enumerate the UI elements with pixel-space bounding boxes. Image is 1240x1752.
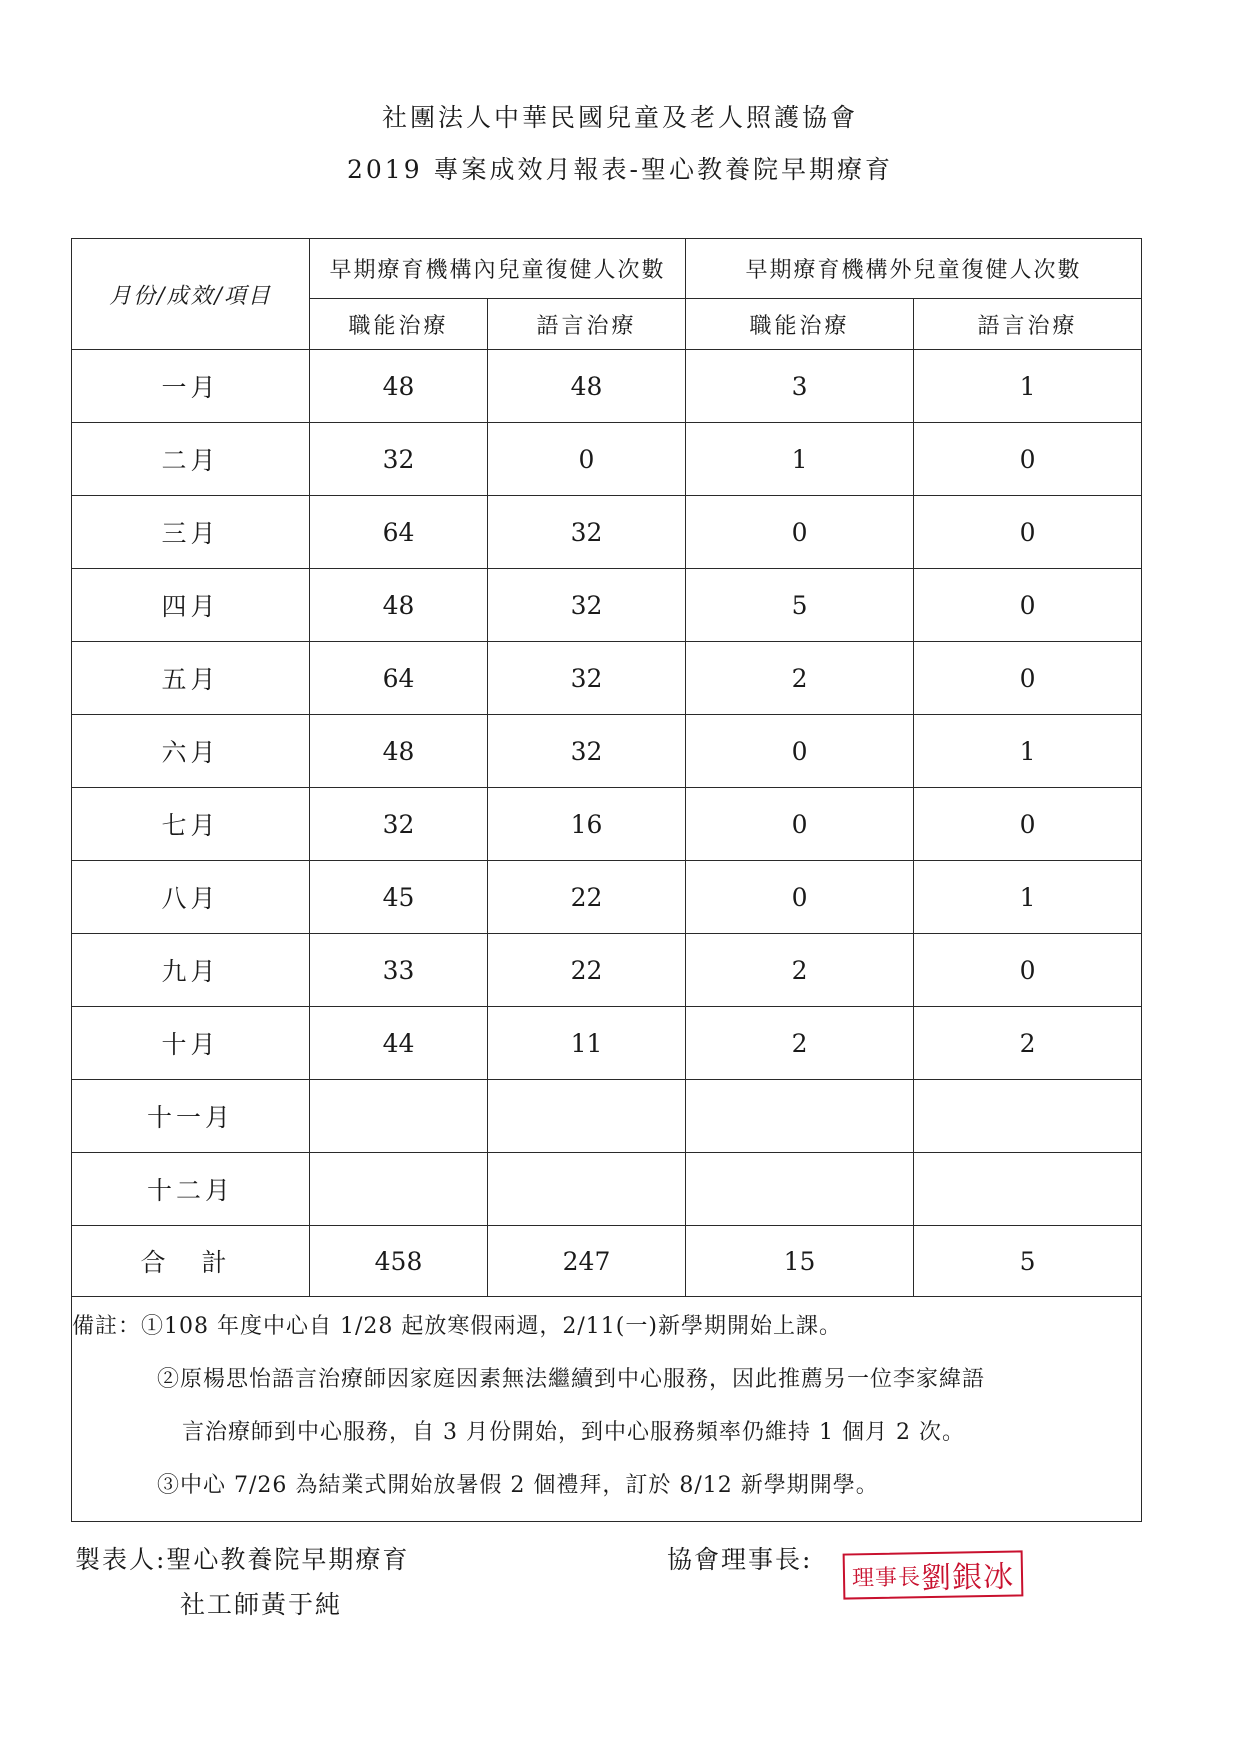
value-cell [914,1080,1142,1153]
col-header-occupational-outside: 職能治療 [686,299,914,350]
value-cell: 5 [686,569,914,642]
chairman-seal-stamp [843,1550,1024,1599]
table-row [72,715,1142,788]
value-cell: 45 [310,861,488,934]
value-cell: 0 [686,496,914,569]
value-cell [686,1153,914,1226]
maker-name: 社工師黃于純 [180,1590,343,1619]
value-cell: 0 [914,423,1142,496]
stamp-title: 理事長 [851,1564,922,1591]
value-cell [310,1153,488,1226]
table-row [72,423,1142,496]
value-cell: 32 [310,423,488,496]
total-cell: 458 [310,1226,488,1297]
month-cell: 十月 [72,1007,310,1080]
total-label: 合 計 [72,1226,310,1297]
chairman-label: 協會理事長: [667,1545,813,1574]
value-cell: 64 [310,642,488,715]
value-cell: 48 [310,715,488,788]
value-cell: 48 [488,350,686,423]
value-cell: 32 [488,642,686,715]
table-row [72,861,1142,934]
report-title: 2019 專案成效月報表-聖心教養院早期療育 [346,155,894,184]
value-cell: 11 [488,1007,686,1080]
group-header-inside: 早期療育機構內兒童復健人次數 [310,239,686,299]
total-cell: 15 [686,1226,914,1297]
month-cell: 九月 [72,934,310,1007]
corner-header: 月份/成效/項目 [72,239,310,350]
table-row [72,350,1142,423]
month-cell: 七月 [72,788,310,861]
value-cell: 0 [914,569,1142,642]
group-header-outside: 早期療育機構外兒童復健人次數 [686,239,1142,299]
table-row [72,1153,1142,1226]
note-line: ②原楊思怡語言治療師因家庭因素無法繼續到中心服務，因此推薦另一位李家緯語 [157,1367,986,1392]
note-line: 言治療師到中心服務，自 3 月份開始，到中心服務頻率仍維持 1 個月 2 次。 [182,1420,965,1445]
value-cell [686,1080,914,1153]
value-cell: 1 [686,423,914,496]
value-cell: 0 [914,934,1142,1007]
table-row [72,934,1142,1007]
month-cell: 二月 [72,423,310,496]
total-row [72,1226,1142,1297]
value-cell: 32 [310,788,488,861]
value-cell: 3 [686,350,914,423]
month-cell: 八月 [72,861,310,934]
value-cell: 1 [914,861,1142,934]
value-cell: 0 [686,715,914,788]
value-cell: 1 [914,715,1142,788]
value-cell: 16 [488,788,686,861]
month-cell: 六月 [72,715,310,788]
value-cell: 48 [310,569,488,642]
table-row [72,1080,1142,1153]
col-header-speech-inside: 語言治療 [488,299,686,350]
value-cell: 44 [310,1007,488,1080]
value-cell: 0 [914,496,1142,569]
value-cell: 48 [310,350,488,423]
month-cell: 五月 [72,642,310,715]
value-cell [914,1153,1142,1226]
value-cell: 32 [488,715,686,788]
value-cell: 33 [310,934,488,1007]
value-cell: 0 [686,861,914,934]
notes-row [72,1297,1142,1522]
table-row [72,569,1142,642]
value-cell: 22 [488,861,686,934]
notes-cell [72,1297,1142,1522]
value-cell [488,1080,686,1153]
month-cell: 十一月 [72,1080,310,1153]
value-cell: 0 [488,423,686,496]
monthly-report-table [71,238,1142,1522]
note-line: 備註：①108 年度中心自 1/28 起放寒假兩週，2/11(一)新學期開始上課。 [72,1314,842,1339]
note-line: ③中心 7/26 為結業式開始放暑假 2 個禮拜，訂於 8/12 新學期開學。 [157,1473,879,1498]
total-cell: 5 [914,1226,1142,1297]
value-cell: 32 [488,569,686,642]
table-row [72,788,1142,861]
value-cell: 22 [488,934,686,1007]
month-cell: 四月 [72,569,310,642]
org-title: 社團法人中華民國兒童及老人照護協會 [381,103,858,132]
col-header-occupational-inside: 職能治療 [310,299,488,350]
value-cell [310,1080,488,1153]
value-cell: 64 [310,496,488,569]
month-cell: 十二月 [72,1153,310,1226]
value-cell: 1 [914,350,1142,423]
col-header-speech-outside: 語言治療 [914,299,1142,350]
maker-label: 製表人:聖心教養院早期療育 [75,1545,410,1574]
stamp-name: 劉銀冰 [920,1559,1015,1597]
table-row [72,642,1142,715]
value-cell: 2 [686,642,914,715]
total-cell: 247 [488,1226,686,1297]
value-cell [488,1153,686,1226]
table-row [72,1007,1142,1080]
value-cell: 2 [686,1007,914,1080]
value-cell: 0 [686,788,914,861]
value-cell: 2 [914,1007,1142,1080]
value-cell: 0 [914,642,1142,715]
month-cell: 一月 [72,350,310,423]
month-cell: 三月 [72,496,310,569]
value-cell: 0 [914,788,1142,861]
value-cell: 32 [488,496,686,569]
value-cell: 2 [686,934,914,1007]
table-row [72,496,1142,569]
